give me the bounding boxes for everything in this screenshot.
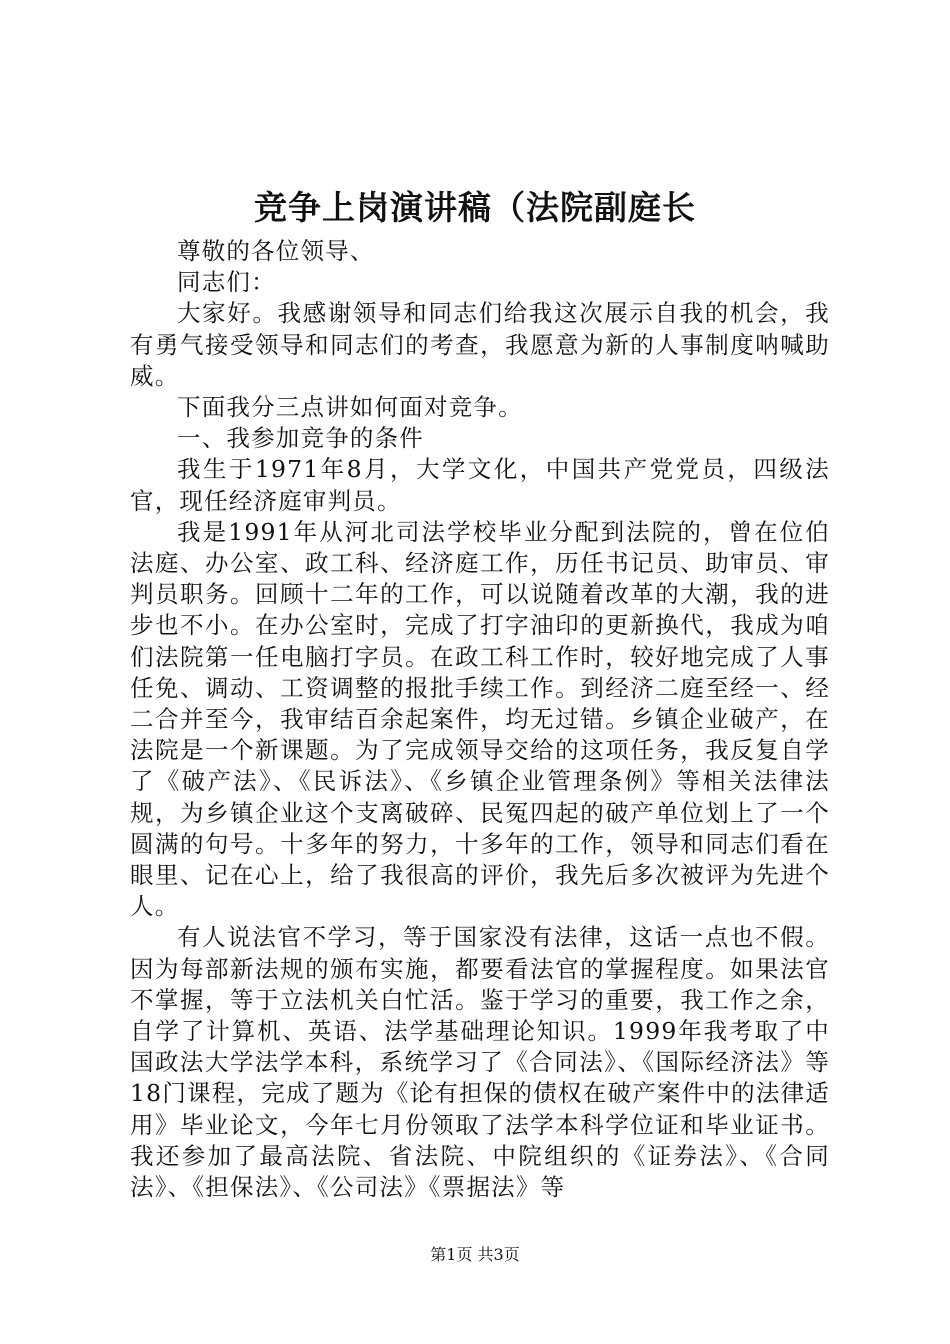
page-number-footer: 第1页 共3页: [430, 1245, 520, 1264]
career-paragraph: 我是1991年从河北司法学校毕业分配到法院的，曾在位伯法庭、办公室、政工科、经济庭工作，历任书记员、助审员、审判员职务。回顾十二年的工作，可以说随着改革的大潮，我的进步也不小。在办公室时，完成了打字油印的更新换代，我成为咱们法院第一任电脑打字员。在政工科工作时，较好地完成了人事任免、调动、工资调整的报批手续工作。到经济二庭至经一、经二合并至今，我审结百余起案件，均无过错。乡镇企业破产，在法院是一个新课题。为了完成领导交给的这项任务，我反复自学了《破产法》、《民诉法》、《乡镇企业管理条例》等相关法律法规，为乡镇企业这个支离破碎、民冤四起的破产单位划上了一个圆满的句号。十多年的努力，十多年的工作，领导和同志们看在眼里、记在心上，给了我很高的评价，我先后多次被评为先进个人。: [130, 517, 830, 921]
study-paragraph: 有人说法官不学习，等于国家没有法律，这话一点也不假。因为每部新法规的颁布实施，都要看法官的掌握程度。如果法官不掌握，等于立法机关白忙活。鉴于学习的重要，我工作之余，自学了计算机、英语、法学基础理论知识。1999年我考取了中国政法大学法学本科，系统学习了《合同法》、《国际经济法》等18门课程，完成了题为《论有担保的债权在破产案件中的法律适用》毕业论文，今年七月份领取了法学本科学位证和毕业证书。我还参加了最高法院、省法院、中院组织的《证券法》、《合同法》、《担保法》、《公司法》《票据法》等: [130, 923, 830, 1202]
greeting-paragraph: 大家好。我感谢领导和同志们给我这次展示自我的机会，我有勇气接受领导和同志们的考查，我愿意为新的人事制度呐喊助威。: [130, 299, 830, 390]
salutation-line-2: 同志们：: [177, 268, 276, 297]
document-body: [130, 236, 830, 1203]
document-title: 竞争上岗演讲稿（法院副庭长: [254, 188, 696, 227]
section-heading: 一、我参加竞争的条件: [177, 424, 424, 453]
background-paragraph: 我生于1971年8月，大学文化，中国共产党党员，四级法官，现任经济庭审判员。: [130, 455, 830, 515]
intro-paragraph: 下面我分三点讲如何面对竞争。: [177, 393, 523, 422]
salutation-line-1: 尊敬的各位领导、: [177, 237, 375, 265]
